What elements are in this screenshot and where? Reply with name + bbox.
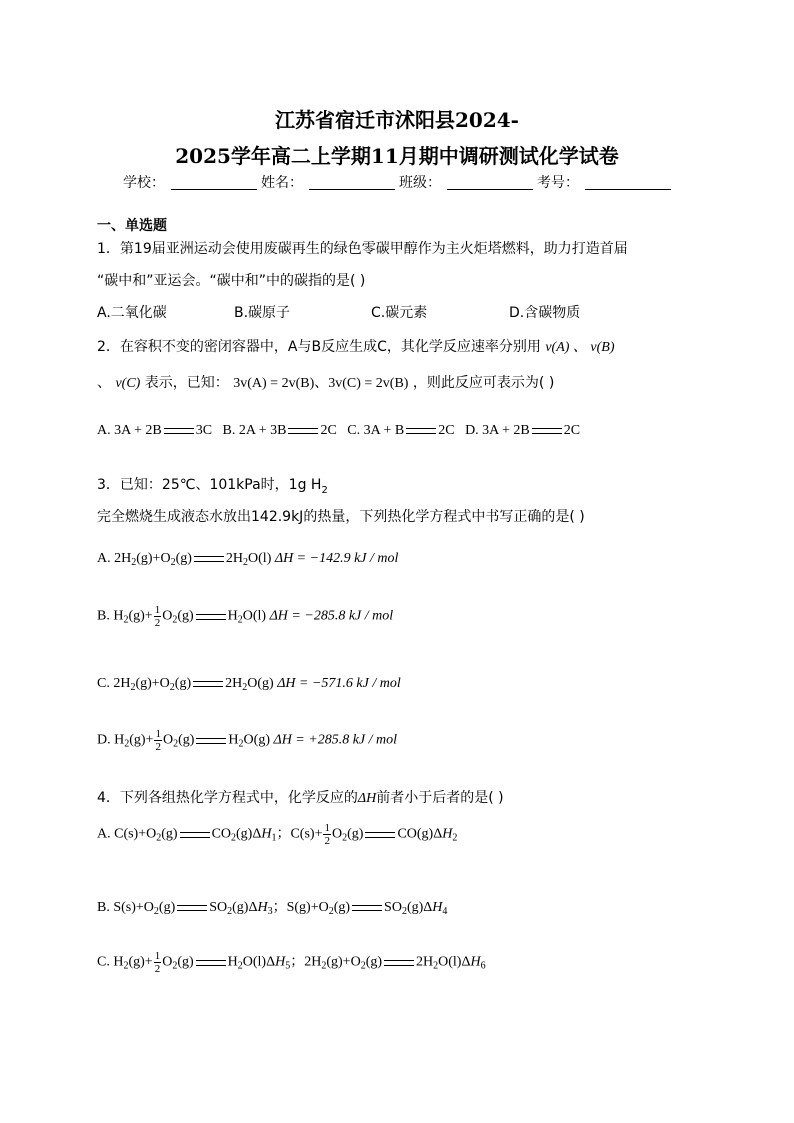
q1-text-line2: “碳中和”亚运会。“碳中和”中的碳指的是( ): [97, 273, 366, 289]
fraction-half: $\frac{1}{2}$: [155, 728, 161, 753]
q2-option-a[interactable]: [97, 423, 212, 438]
q2-option-c-rhs: 2C: [438, 423, 455, 438]
school-label: 学校：: [123, 175, 165, 191]
q2-option-b[interactable]: [223, 423, 337, 438]
q4-option-b[interactable]: B. $S(s)+O_2(g)$ $SO_2(g)\Delta H_3$；$S(g)+O_2(g)$ $SO_2(g)\Delta H_4$: [97, 899, 448, 917]
page-title-line2: 2025学年高二上学期11月期中调研测试化学试卷: [175, 144, 619, 168]
q3-text-line1: [97, 474, 328, 496]
name-label: 姓名：: [261, 175, 303, 191]
q2-option-d[interactable]: [465, 423, 580, 438]
q3-text-line2: 完全燃烧生成液态水放出142.9kJ的热量，下列热化学方程式中书写正确的是( ): [97, 509, 585, 525]
q4-option-a[interactable]: A. $C(s)+O_2(g)$ $CO_2(g)\Delta H_1$；C(s)+ $\frac{1}{2}$ $O_2(g)$ $CO(g)\Delta H_2$: [97, 822, 458, 847]
q3-option-c-enthalpy: ΔH = −571.6 kJ / mol: [277, 676, 401, 691]
q2-text-line1: [97, 336, 615, 356]
reaction-equals-sign: [196, 960, 226, 966]
q3-line1-text: 3．已知：25℃、101kPa时，1g H: [97, 477, 322, 493]
reaction-equals-sign: [196, 738, 226, 744]
fraction-half: $\frac{1}{2}$: [154, 950, 161, 975]
student-info-row: [123, 172, 675, 192]
q2-line1-text: 2．在容积不变的密闭容器中，A与B反应生成C，其化学反应速率分别用: [97, 339, 541, 355]
school-blank[interactable]: [171, 175, 257, 190]
q2-option-d-lhs: D. 3A + 2B: [465, 423, 530, 438]
q2-line2-text: 表示，已知：: [144, 375, 229, 391]
q4-line1-dh: ΔH: [357, 791, 377, 806]
q2-options-row: [97, 423, 580, 439]
q1-option-a[interactable]: A.二氧化碳: [97, 305, 167, 321]
reaction-equals-sign: [288, 428, 318, 434]
fraction-half: $\frac{1}{2}$: [154, 604, 161, 629]
q4-line1-text: 4．下列各组热化学方程式中，化学反应的: [97, 790, 358, 806]
reaction-equals-sign: [384, 960, 414, 966]
q2-text-line2: [97, 372, 554, 392]
q2-option-b-rhs: 2C: [320, 423, 337, 438]
q2-option-c[interactable]: [347, 423, 454, 438]
q2-line1-rates: v(A) 、 v(B): [545, 340, 615, 355]
q2-line2-end: ，则此反应可表示为( ): [412, 375, 555, 391]
q4-text-line1: [97, 787, 504, 807]
q2-line2-rate-c: v(C): [115, 376, 141, 391]
reaction-equals-sign: [177, 905, 207, 911]
q3-option-d[interactable]: D. $H_2(g)+$ $\frac{1}{2}$ $O_2(g)$ $H_2O(g) \Delta H = +285.8$ kJ / mol: [97, 728, 398, 753]
reaction-equals-sign: [196, 614, 226, 620]
reaction-equals-sign: [365, 832, 395, 838]
q2-line2-relation: 3v(A) = 2v(B)、3v(C) = 2v(B): [233, 376, 409, 391]
q2-option-d-rhs: 2C: [563, 423, 581, 438]
reaction-equals-sign: [194, 556, 224, 562]
q1-text-line1: 1．第19届亚洲运动会使用废碳再生的绿色零碳甲醇作为主火炬塔燃料，助力打造首届: [97, 241, 628, 257]
reaction-equals-sign: [180, 832, 210, 838]
class-blank[interactable]: [447, 175, 533, 190]
q1-option-b[interactable]: B.碳原子: [234, 305, 291, 321]
q3-option-b-enthalpy: ΔH = −285.8 kJ / mol: [269, 608, 394, 624]
q2-option-a-rhs: 3C: [195, 423, 213, 438]
q3-option-b[interactable]: B. $H_2(g)+$ $\frac{1}{2}$ $O_2(g)$ $H_2O(l) \Delta H = -285.8$ kJ / mol: [97, 604, 394, 629]
q2-option-b-lhs: B. 2A + 3B: [222, 423, 287, 438]
reaction-equals-sign: [193, 681, 223, 687]
reaction-equals-sign: [532, 428, 562, 434]
q1-option-c[interactable]: C.碳元素: [371, 305, 428, 321]
section-heading: 一、单选题: [97, 218, 167, 234]
exam-no-blank[interactable]: [585, 175, 671, 190]
q2-option-c-lhs: C. 3A + B: [347, 423, 405, 438]
reaction-equals-sign: [164, 428, 194, 434]
q3-option-a-enthalpy: ΔH = −142.9 kJ / mol: [274, 551, 399, 566]
name-blank[interactable]: [309, 175, 395, 190]
q4-line1-end: 前者小于后者的是( ): [376, 790, 504, 806]
q2-line2-pre: 、: [97, 375, 111, 391]
q3-option-c[interactable]: C. $2H_2(g)+O_2(g)$ $2H_2O(g) \Delta H = -571.6$ kJ / mol: [97, 676, 401, 693]
q1-option-d[interactable]: D.含碳物质: [509, 305, 581, 321]
reaction-equals-sign: [406, 428, 436, 434]
q4-option-c[interactable]: C. $H_2(g)+$ $\frac{1}{2}$ $O_2(g)$ $H_2O(l)\Delta H_5$；$2H_2(g)+O_2(g)$ $2H_2O(l)\Delta H_6$: [97, 950, 486, 975]
q2-option-a-lhs: A. 3A + 2B: [97, 423, 162, 438]
q3-option-a[interactable]: A. $2H_2(g)+O_2(g)$ $2H_2O(l) \Delta H = -142.9$ kJ / mol: [97, 551, 399, 568]
q3-line1-sub: 2: [321, 484, 328, 496]
page-title-line1: 江苏省宿迁市沭阳县2024-: [275, 108, 519, 132]
fraction-half: $\frac{1}{2}$: [324, 822, 330, 847]
class-label: 班级：: [399, 175, 441, 191]
exam-no-label: 考号：: [537, 175, 579, 191]
reaction-equals-sign: [352, 905, 382, 911]
q3-option-d-enthalpy: ΔH = +285.8 kJ / mol: [273, 732, 398, 748]
